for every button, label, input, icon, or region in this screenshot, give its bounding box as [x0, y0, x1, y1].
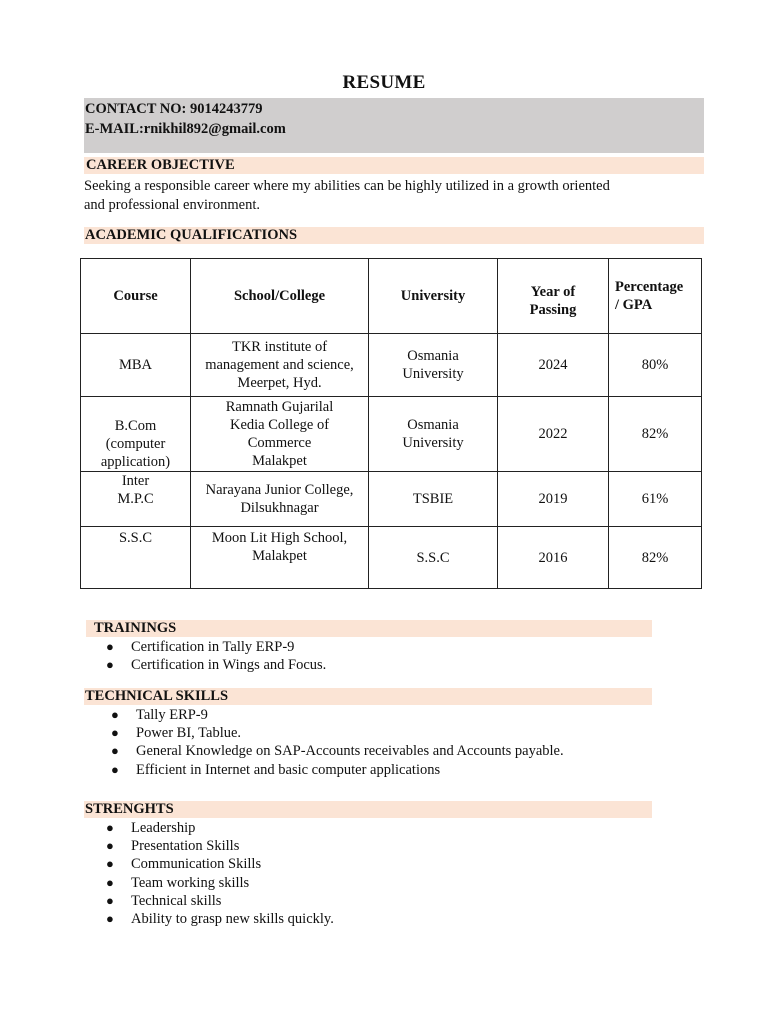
cell-percentage: 80% [609, 334, 702, 397]
header-percentage-line: / GPA [615, 297, 653, 313]
contact-email[interactable]: E-MAIL:rnikhil892@gmail.com [85, 121, 286, 137]
bullet-icon: ● [106, 838, 114, 854]
list-item [111, 724, 564, 742]
cell-course [81, 334, 191, 397]
career-objective-line: Seeking a responsible career where my abilities can be highly utilized in a growth oriented [84, 178, 610, 194]
resume-title: RESUME [342, 72, 426, 93]
contact-box [84, 98, 704, 153]
cell-line: Moon Lit High School, [211, 530, 348, 546]
list-item [106, 874, 334, 892]
table-row [81, 527, 702, 589]
list-item [106, 638, 326, 656]
header-university: University [369, 259, 498, 334]
cell-line: B.Com [114, 418, 157, 434]
cell-line: TKR institute of [231, 339, 328, 355]
trainings-list [106, 638, 327, 674]
cell-school [191, 527, 369, 589]
cell-line: Inter [121, 473, 150, 489]
cell-line: TSBIE [412, 491, 454, 507]
technical-skills-heading: TECHNICAL SKILLS [84, 688, 652, 705]
cell-course [81, 397, 191, 472]
cell-university [369, 472, 498, 527]
bullet-icon: ● [106, 820, 114, 835]
strengths-list [106, 819, 334, 928]
cell-line: Commerce [247, 435, 312, 451]
cell-school [191, 334, 369, 397]
cell-line: Malakpet [252, 548, 307, 564]
cell-line: S.S.C [416, 549, 450, 566]
cell-percentage: 61% [609, 472, 702, 527]
list-item [106, 837, 334, 855]
list-item-text: Certification in Wings and Focus. [131, 657, 327, 674]
list-item-text: Power BI, Tablue. [136, 725, 242, 742]
list-item [111, 706, 564, 724]
list-item-text: Ability to grasp new skills quickly. [131, 911, 334, 928]
bullet-icon: ● [111, 725, 119, 741]
academic-table [80, 258, 702, 589]
list-item [106, 819, 334, 837]
cell-university [369, 397, 498, 472]
list-item [106, 656, 327, 674]
cell-line: Osmania [407, 348, 459, 364]
list-item [106, 910, 334, 928]
header-year [498, 259, 609, 334]
bullet-icon: ● [111, 743, 119, 759]
header-year-line: Year of [530, 284, 576, 300]
table-row [81, 397, 702, 472]
cell-line: Narayana Junior College, [205, 482, 354, 498]
list-item [106, 855, 334, 873]
cell-line: University [402, 366, 464, 382]
header-percentage [609, 259, 702, 334]
cell-school [191, 472, 369, 527]
list-item [111, 761, 564, 779]
cell-percentage: 82% [609, 527, 702, 589]
cell-line: Malakpet [252, 453, 307, 469]
header-year-line: Passing [529, 302, 577, 318]
cell-course [81, 472, 191, 527]
bullet-icon: ● [111, 707, 119, 722]
cell-line: University [402, 435, 464, 451]
list-item [111, 742, 564, 760]
cell-line: Osmania [407, 417, 459, 433]
cell-line: application) [100, 454, 171, 470]
cell-school [191, 397, 369, 472]
list-item-text: Tally ERP-9 [136, 707, 208, 723]
list-item-text: Leadership [131, 820, 196, 836]
list-item-text: Technical skills [131, 892, 222, 909]
table-row [81, 334, 702, 397]
academic-heading: ACADEMIC QUALIFICATIONS [84, 227, 704, 244]
list-item-text: Communication Skills [131, 856, 262, 873]
cell-line: Ramnath Gujarilal [225, 399, 334, 415]
cell-year: 2022 [498, 397, 609, 472]
list-item-text: Certification in Tally ERP-9 [131, 639, 295, 655]
contact-phone: CONTACT NO: 9014243779 [85, 101, 263, 117]
list-item [106, 892, 334, 910]
table-row [81, 472, 702, 527]
technical-skills-list [111, 706, 564, 779]
bullet-icon: ● [106, 874, 114, 890]
header-school: School/College [191, 259, 369, 334]
career-objective-text [84, 177, 684, 214]
bullet-icon: ● [106, 639, 114, 654]
cell-year: 2019 [498, 472, 609, 527]
cell-line: Kedia College of [229, 417, 330, 433]
cell-year: 2024 [498, 334, 609, 397]
cell-line: S.S.C [118, 530, 153, 546]
header-course: Course [81, 259, 191, 334]
cell-line: Dilsukhnagar [240, 500, 319, 516]
cell-percentage: 82% [609, 397, 702, 472]
list-item-text: Team working skills [131, 874, 250, 891]
career-objective-heading: CAREER OBJECTIVE [84, 157, 704, 174]
list-item-text: Efficient in Internet and basic computer applications [136, 761, 441, 778]
career-objective-line: and professional environment. [84, 196, 260, 213]
bullet-icon: ● [106, 892, 114, 908]
cell-university [369, 527, 498, 589]
bullet-icon: ● [106, 657, 114, 673]
bullet-icon: ● [106, 911, 114, 927]
cell-course [81, 527, 191, 589]
cell-line: Meerpet, Hyd. [237, 375, 322, 391]
strengths-heading: STRENGHTS [84, 801, 652, 818]
cell-university [369, 334, 498, 397]
list-item-text: Presentation Skills [131, 838, 240, 855]
bullet-icon: ● [111, 761, 119, 777]
academic-header-row [81, 259, 702, 334]
cell-line: M.P.C [117, 491, 154, 507]
list-item-text: General Knowledge on SAP-Accounts receivables and Accounts payable. [136, 743, 564, 760]
trainings-heading: TRAININGS [86, 620, 652, 637]
cell-year: 2016 [498, 527, 609, 589]
cell-line: (computer [105, 436, 166, 452]
bullet-icon: ● [106, 856, 114, 872]
cell-line: management and science, [205, 357, 354, 373]
header-percentage-line: Percentage [615, 279, 684, 295]
cell-line: MBA [118, 357, 153, 373]
